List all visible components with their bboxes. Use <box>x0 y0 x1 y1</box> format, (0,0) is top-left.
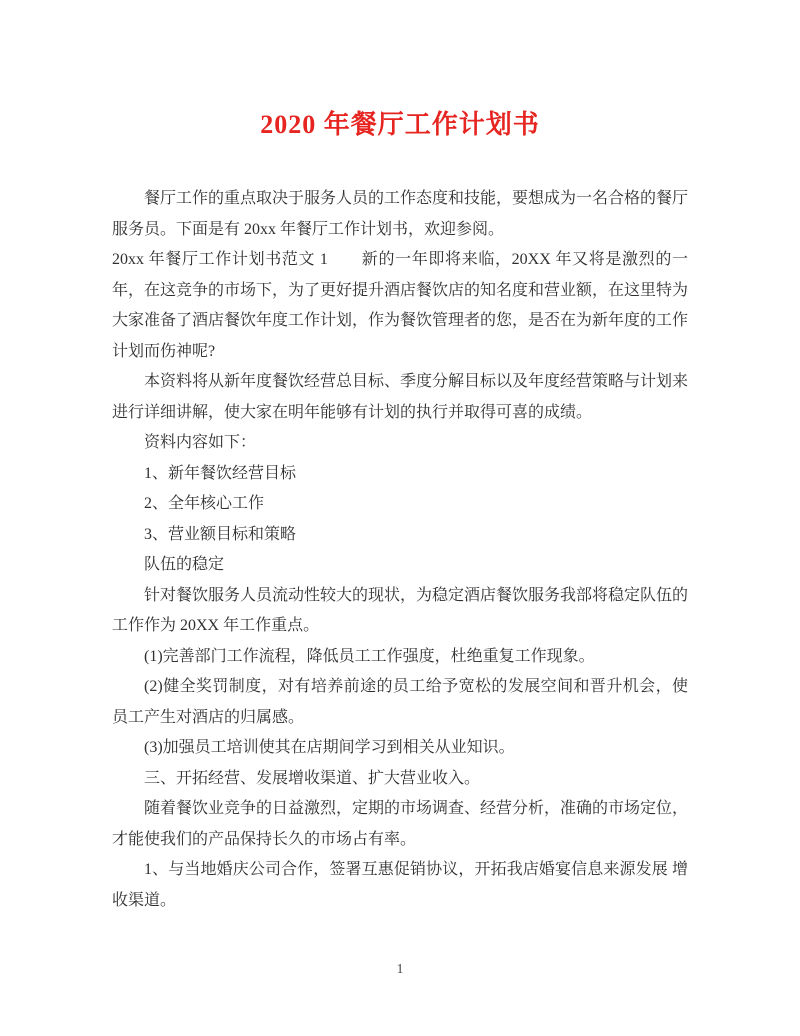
paragraph: (2)健全奖罚制度，对有培养前途的员工给予宽松的发展空间和晋升机会，使员工产生对酒店的归属感。 <box>112 678 688 726</box>
paragraph: 餐厅工作的重点取决于服务人员的工作态度和技能，要想成为一名合格的餐厅服务员。下面是有 20xx 年餐厅工作计划书，欢迎参阅。 <box>112 190 689 238</box>
paragraph: 3、营业额目标和策略 <box>144 525 297 543</box>
paragraph: 随着餐饮业竞争的日益激烈，定期的市场调查、经营分析，准确的市场定位，才能使我们的产品保持长久的市场占有率。 <box>112 800 689 848</box>
paragraph: 资料内容如下： <box>144 434 257 451</box>
document-title: 2020 年餐厅工作计划书 <box>260 110 540 139</box>
paragraph: (3)加强员工培训使其在店期间学习到相关从业知识。 <box>144 739 515 756</box>
paragraph: 队伍的稳定 <box>144 556 225 573</box>
document-body <box>112 184 688 916</box>
page-number: 1 <box>396 962 404 977</box>
paragraph: 1、与当地婚庆公司合作，签署互惠促销协议，开拓我店婚宴信息来源发展 增收渠道。 <box>112 861 688 909</box>
paragraph: 2、全年核心工作 <box>144 495 265 512</box>
paragraph: 针对餐饮服务人员流动性较大的现状，为稳定酒店餐饮服务我部将稳定队伍的工作作为 20XX 年工作重点。 <box>112 586 689 634</box>
paragraph: 本资料将从新年度餐饮经营总目标、季度分解目标以及年度经营策略与计划来进行详细讲解，使大家在明年能够有计划的执行并取得可喜的成绩。 <box>112 373 689 421</box>
paragraph: 三、开拓经营、发展增收渠道、扩大营业收入。 <box>144 769 481 787</box>
paragraph: 20xx 年餐厅工作计划书范文 1 新的一年即将来临，20XX 年又将是激烈的一年，在这竞争的市场下，为了更好提升酒店餐饮店的知名度和营业额，在这里特为大家准备了酒店餐饮年度工作计划，作为餐饮管理者的您，是否在为新年度的工作计划而伤神呢? <box>112 251 689 360</box>
paragraph: (1)完善部门工作流程，降低员工工作强度，杜绝重复工作现象。 <box>144 647 595 665</box>
paragraph: 1、新年餐饮经营目标 <box>144 464 297 482</box>
